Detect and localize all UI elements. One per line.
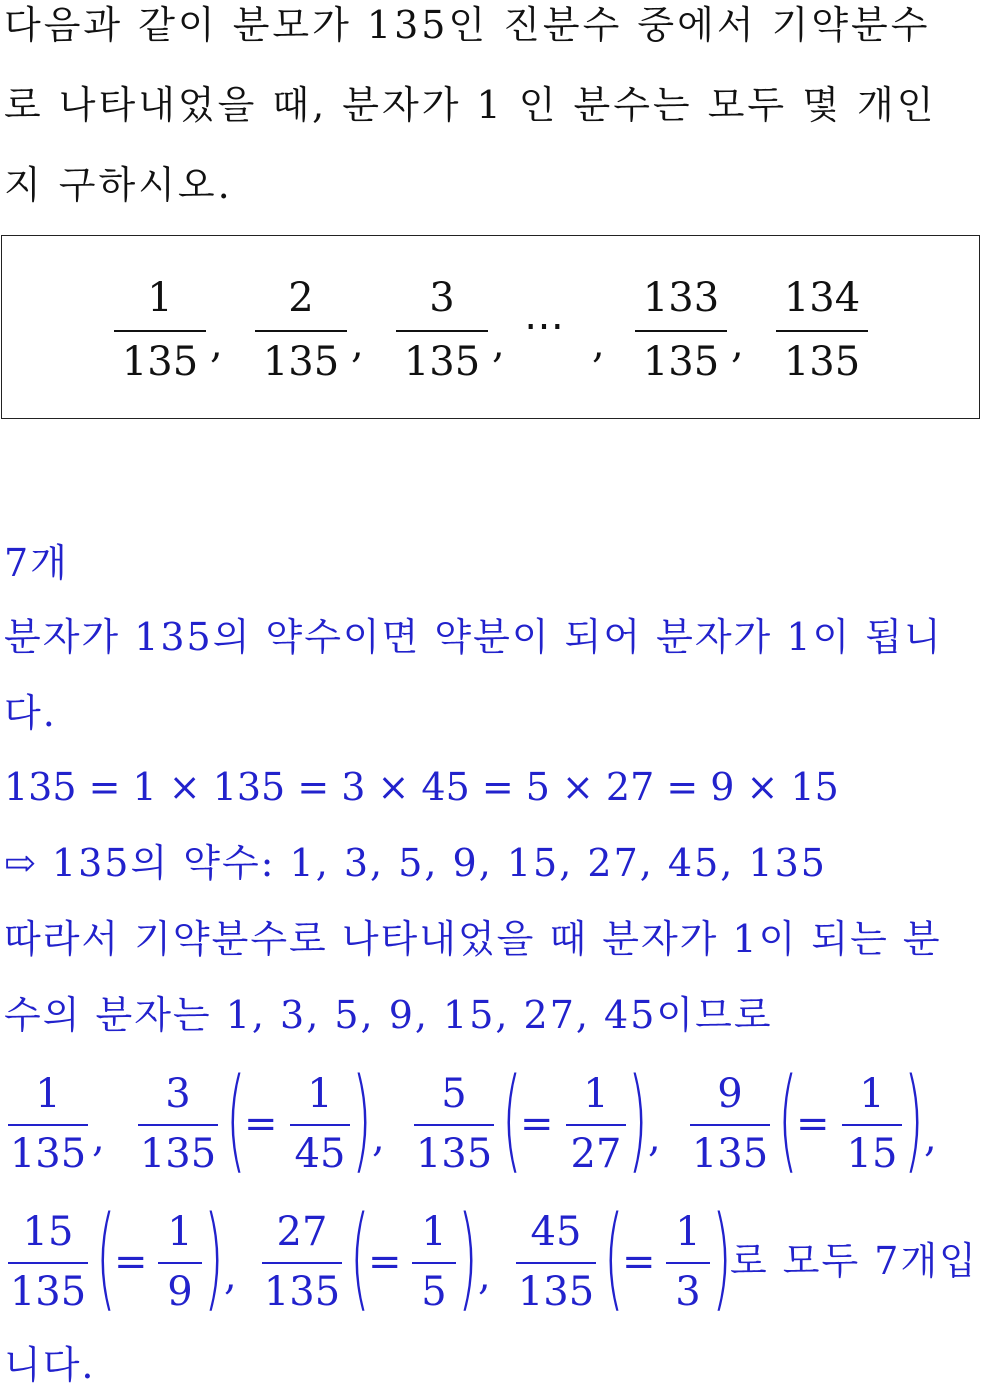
answer-fraction: 1 15 bbox=[842, 1074, 902, 1174]
answer-line-1: 분자가 135의 약수이면 약분이 되어 분자가 1이 됩니 bbox=[4, 615, 943, 659]
answer-last-line: 니다. bbox=[4, 1343, 96, 1387]
sequence-comma: , bbox=[492, 321, 505, 367]
sequence-ellipsis: ⋯ bbox=[524, 303, 564, 349]
answer-fraction: 45 135 bbox=[517, 1209, 595, 1315]
answer-line-3: 135 = 1 × 135 = 3 × 45 = 5 × 27 = 9 × 15 bbox=[4, 765, 839, 809]
answer-line-4: ⇨ 135의 약수: 1, 3, 5, 9, 15, 27, 45, 135 bbox=[4, 841, 827, 885]
answer-line-2: 다. bbox=[4, 691, 57, 735]
fraction-sequence-box bbox=[1, 235, 980, 419]
equals-sign: = bbox=[622, 1239, 656, 1285]
right-paren: ) bbox=[628, 1055, 648, 1185]
answer-line-5: 따라서 기약분수로 나타내었을 때 분자가 1이 되는 분 bbox=[4, 917, 942, 961]
sequence-fraction-2: 2 135 bbox=[255, 278, 347, 382]
answer-fraction: 1 135 bbox=[9, 1071, 87, 1177]
answer-fraction: 1 9 bbox=[158, 1212, 202, 1312]
answer-fraction: 1 27 bbox=[566, 1074, 626, 1174]
sequence-comma: , bbox=[351, 321, 364, 367]
answer-fraction: 27 135 bbox=[263, 1209, 341, 1315]
answer-fraction: 5 135 bbox=[415, 1071, 493, 1177]
answer-line-6: 수의 분자는 1, 3, 5, 9, 15, 27, 45이므로 bbox=[4, 993, 773, 1037]
answer-fraction: 1 3 bbox=[666, 1212, 710, 1312]
equals-sign: = bbox=[368, 1239, 402, 1285]
answer-fraction: 3 135 bbox=[139, 1071, 217, 1177]
right-paren: ) bbox=[352, 1055, 372, 1185]
question-line-2: 로 나타내었을 때, 분자가 1 인 분수는 모두 몇 개인 bbox=[4, 83, 937, 127]
answer-comma: , bbox=[224, 1253, 237, 1299]
answer-comma: , bbox=[92, 1115, 105, 1161]
equals-sign: = bbox=[796, 1101, 830, 1147]
equals-sign: = bbox=[520, 1101, 554, 1147]
answer-fraction: 1 45 bbox=[290, 1074, 350, 1174]
left-paren: ( bbox=[502, 1055, 522, 1185]
sequence-comma: , bbox=[731, 321, 744, 367]
left-paren: ( bbox=[604, 1193, 624, 1323]
question-line-3: 지 구하시오. bbox=[4, 163, 233, 207]
sequence-fraction-133: 133 135 bbox=[635, 278, 727, 382]
left-paren: ( bbox=[778, 1055, 798, 1185]
sequence-fraction-1: 1 135 bbox=[114, 278, 206, 382]
sequence-comma: , bbox=[210, 321, 223, 367]
left-paren: ( bbox=[350, 1193, 370, 1323]
answer-tail: 로 모두 7개입 bbox=[730, 1239, 978, 1283]
answer-comma: , bbox=[478, 1253, 491, 1299]
right-paren: ) bbox=[458, 1193, 478, 1323]
left-paren: ( bbox=[96, 1193, 116, 1323]
answer-result: 7개 bbox=[4, 541, 69, 585]
sequence-comma: , bbox=[592, 321, 605, 367]
answer-fraction: 9 135 bbox=[691, 1071, 769, 1177]
answer-comma: , bbox=[372, 1115, 385, 1161]
answer-comma: , bbox=[924, 1115, 937, 1161]
sequence-fraction-134: 134 135 bbox=[776, 278, 868, 382]
right-paren: ) bbox=[712, 1193, 732, 1323]
equals-sign: = bbox=[114, 1239, 148, 1285]
answer-fraction: 15 135 bbox=[9, 1209, 87, 1315]
equals-sign: = bbox=[244, 1101, 278, 1147]
answer-comma: , bbox=[648, 1115, 661, 1161]
answer-fraction: 1 5 bbox=[412, 1212, 456, 1312]
sequence-fraction-3: 3 135 bbox=[396, 278, 488, 382]
right-paren: ) bbox=[204, 1193, 224, 1323]
left-paren: ( bbox=[226, 1055, 246, 1185]
question-line-1: 다음과 같이 분모가 135인 진분수 중에서 기약분수 bbox=[4, 3, 931, 47]
right-paren: ) bbox=[904, 1055, 924, 1185]
